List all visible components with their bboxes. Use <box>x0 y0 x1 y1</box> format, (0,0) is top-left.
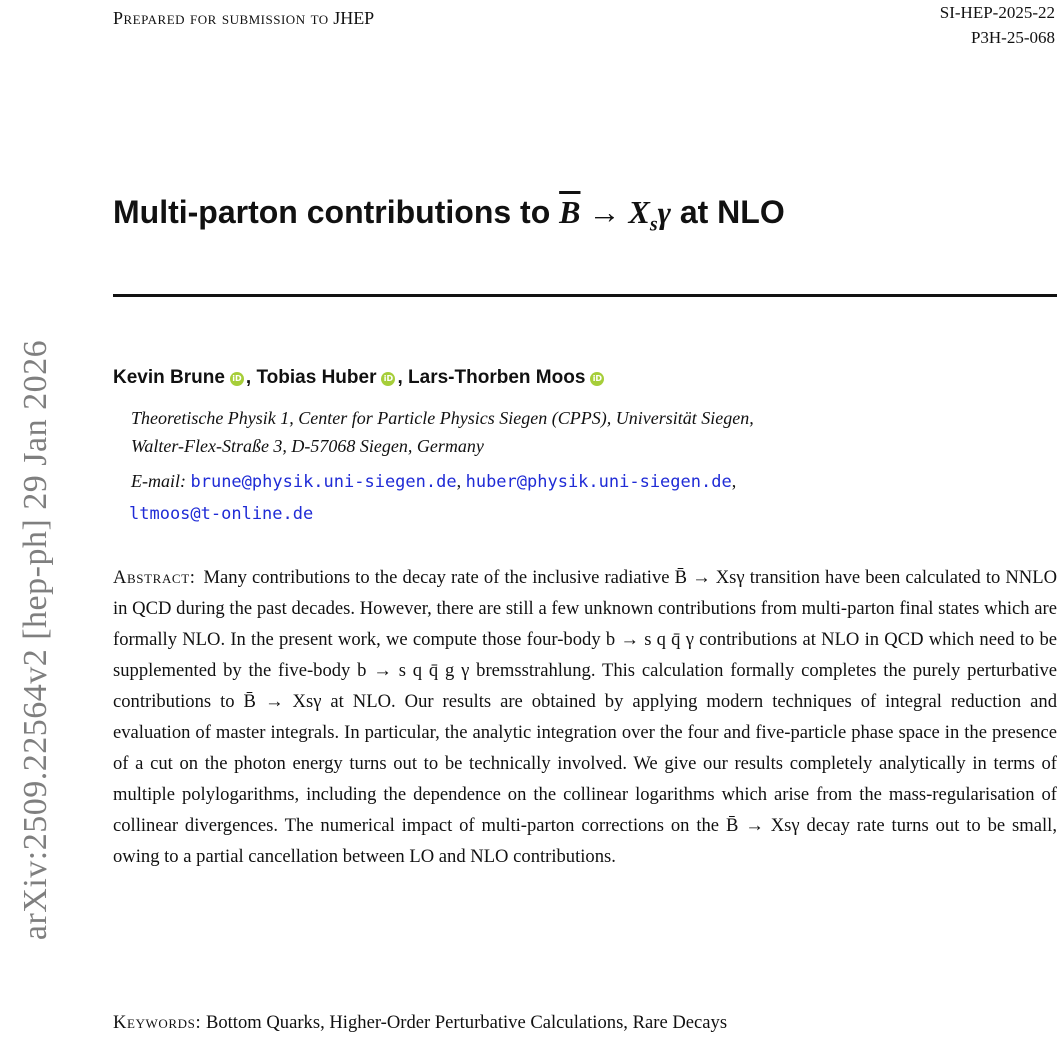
abstract-text: Many contributions to the decay rate of the inclusive radiative B̄ → Xsγ transition have been calculated to NNLO in QCD during the past decades. However, there are still a few unknown contributions from multi-parton final states which are formally NLO. In the present work, we compute those four-body b → s q q̄ γ contributions at NLO in QCD which need to be supplemented by the five-body b → s q q̄ g γ bremsstrahlung. This calculation formally completes the purely perturbative contributions to B̄ → Xsγ at NLO. Our results are obtained by applying modern techniques of integral reduction and evaluation of master integrals. In particular, the analytic integration over the four and five-particle phase space in the presence of a cut on the photon energy turns out to be technically involved. We give our results completely analytically in terms of multiple polylogarithms, including the dependence on the collinear logarithms which arise from the mass-regularisation of collinear divergences. The numerical impact of multi-parton corrections on the B̄ → Xsγ decay rate turns out to be small, owing to a partial cancellation between LO and NLO contributions. <box>113 567 1057 867</box>
keywords <box>113 1012 727 1034</box>
orcid-icon[interactable]: iD <box>230 372 244 386</box>
orcid-icon[interactable]: iD <box>590 372 604 386</box>
affiliation-line: Theoretische Physik 1, Center for Particle Physics Siegen (CPPS), Universität Siegen, <box>131 408 754 428</box>
author-name: Kevin Brune <box>113 367 225 388</box>
abstract <box>113 562 1057 872</box>
orcid-icon[interactable]: iD <box>381 372 395 386</box>
keywords-heading: Keywords: <box>113 1012 202 1033</box>
submission-note <box>113 8 374 29</box>
author-separator: , <box>397 367 409 388</box>
author-separator: , <box>245 367 257 388</box>
report-number: SI-HEP-2025-22 <box>939 3 1055 22</box>
report-number: P3H-25-068 <box>970 28 1055 47</box>
email-link-huber[interactable]: huber@physik.uni-siegen.de <box>465 472 732 492</box>
author-list <box>113 367 606 389</box>
title-prefix: Multi-parton contributions to <box>113 194 560 230</box>
arxiv-stamp: arXiv:2509.22564v2 [hep-ph] 29 Jan 2026 <box>17 339 54 941</box>
email-block: E-mail: brune@physik.uni-siegen.de, huber@physik.uni-siegen.de, ltmoos@t-online.de <box>129 471 737 524</box>
title-suffix: at NLO <box>670 194 785 230</box>
abstract-heading: Abstract: <box>113 567 196 588</box>
journal-name: JHEP <box>333 8 375 28</box>
email-link-moos[interactable]: ltmoos@t-online.de <box>129 504 314 524</box>
title-math-sub: s <box>649 213 658 236</box>
title-rule <box>113 294 1057 297</box>
title-math-arrow-x: → X <box>580 194 650 230</box>
author-name: Tobias Huber <box>256 367 377 388</box>
email-label: E-mail: <box>131 471 186 491</box>
submission-prepared: Prepared for submission to <box>113 8 329 28</box>
paper-title <box>113 194 785 236</box>
keywords-text: Bottom Quarks, Higher-Order Perturbative Calculations, Rare Decays <box>205 1012 728 1033</box>
affiliation <box>131 404 754 460</box>
affiliation-line: Walter-Flex-Straße 3, D-57068 Siegen, Germany <box>131 436 484 456</box>
email-link-brune[interactable]: brune@physik.uni-siegen.de <box>190 472 457 492</box>
author-name: Lars-Thorben Moos <box>408 367 586 388</box>
title-math-gamma: γ <box>657 194 671 230</box>
title-math-b: $\overline{B}$ <box>559 194 581 230</box>
report-numbers <box>940 0 1055 50</box>
